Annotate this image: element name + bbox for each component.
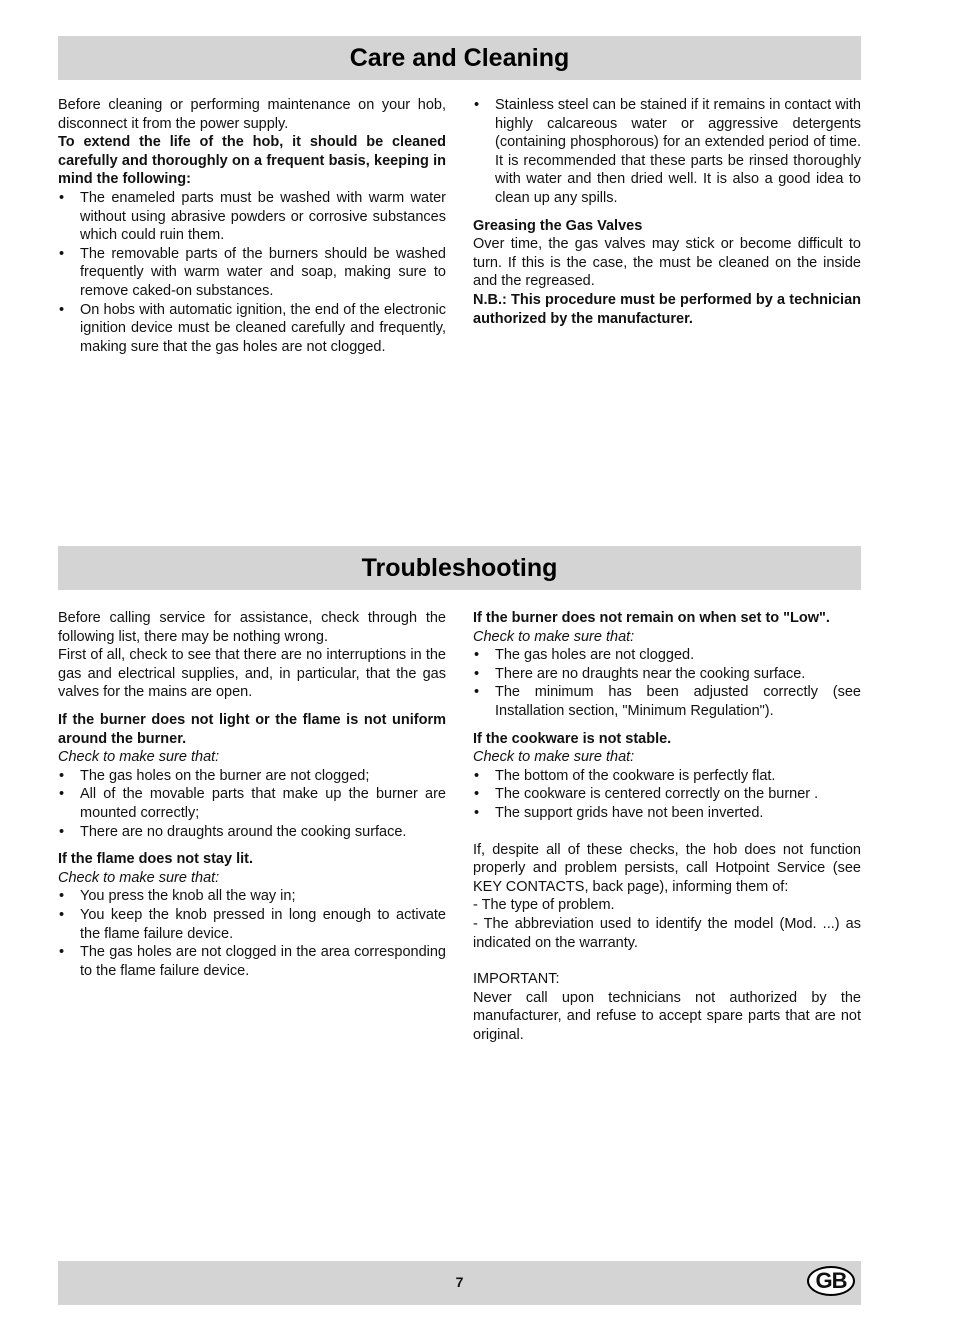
care-cleaning-banner [58, 36, 861, 80]
list-item: • The enameled parts must be washed with warm water without using abrasive powders or corrosive substances which could ruin them. [58, 189, 446, 245]
footer-bar [58, 1261, 861, 1305]
trouble-right-column [473, 609, 861, 1044]
list-item: • Stainless steel can be stained if it remains in contact with highly calcareous water or aggressive detergents (containing phosphorous) for an extended period of time. It is recommended that these parts be rinsed thoroughly with water and then dried well. It is also a good idea to clean up any spills. [473, 96, 861, 208]
list-item: • The gas holes are not clogged in the area corresponding to the flame failure device. [58, 943, 446, 980]
list-item: • On hobs with automatic ignition, the end of the electronic ignition device must be cleaned carefully and frequently, making sure that the gas holes are not clogged. [58, 301, 446, 357]
check-label: Check to make sure that: [58, 869, 220, 886]
check-label: Check to make sure that: [473, 628, 635, 645]
trouble-intro-1: Before calling service for assistance, check through the following list, there may be nothing wrong. [58, 610, 446, 645]
checklist [473, 767, 861, 823]
list-item: • The bottom of the cookware is perfectly flat. [473, 767, 861, 786]
list-item: • The gas holes are not clogged. [473, 646, 861, 665]
care-left-column [58, 96, 446, 356]
list-item: • There are no draughts near the cooking surface. [473, 665, 861, 684]
check-label: Check to make sure that: [58, 749, 220, 766]
list-item: • The minimum has been adjusted correctly (see Installation section, "Minimum Regulation"). [473, 683, 861, 720]
care-bold-intro: To extend the life of the hob, it should be cleaned carefully and thoroughly on a frequent basis, keeping in mind the following: [58, 134, 446, 188]
list-item: • You press the knob all the way in; [58, 887, 446, 906]
list-item: • You keep the knob pressed in long enough to activate the flame failure device. [58, 906, 446, 943]
greasing-text: Over time, the gas valves may stick or become difficult to turn. If this is the case, the must be cleaned on the inside and the regreased. [473, 236, 861, 290]
list-item: • All of the movable parts that make up the burner are mounted correctly; [58, 785, 446, 822]
troubleshooting-banner [58, 546, 861, 590]
trouble-left-column [58, 609, 446, 980]
care-right-column [473, 96, 861, 328]
section-heading-burner-low: If the burner does not remain on when set to "Low". [473, 610, 830, 626]
list-item: • The support grids have not been inverted. [473, 804, 861, 823]
list-item: • The cookware is centered correctly on the burner . [473, 785, 861, 804]
checklist [58, 767, 446, 841]
list-item: • The gas holes on the burner are not clogged; [58, 767, 446, 786]
section-heading-burner-not-light: If the burner does not light or the flame is not uniform around the burner. [58, 711, 446, 747]
service-item-problem: - The type of problem. [473, 897, 615, 914]
section-heading-cookware-unstable: If the cookware is not stable. [473, 730, 672, 747]
list-item: • The removable parts of the burners should be washed frequently with warm water and soap, making sure to remove caked-on substances. [58, 245, 446, 301]
care-bullet-list-continued [473, 96, 861, 208]
section-heading-flame-not-lit: If the flame does not stay lit. [58, 851, 253, 868]
greasing-heading: Greasing the Gas Valves [473, 217, 643, 234]
list-item: • There are no draughts around the cooking surface. [58, 823, 446, 842]
trouble-intro-2: First of all, check to see that there are no interruptions in the gas and electrical supplies, and, in particular, that the gas valves for the mains are open. [58, 647, 446, 701]
care-cleaning-title: Care and Cleaning [349, 43, 570, 72]
page-number: 7 [455, 1274, 464, 1290]
checklist [473, 646, 861, 720]
service-text: If, despite all of these checks, the hob does not function properly and problem persists, call Hotpoint Service (see KEY CONTACTS, back page), informing them of: [473, 841, 861, 895]
troubleshooting-title: Troubleshooting [361, 553, 558, 582]
care-bullet-list [58, 189, 446, 356]
important-text: Never call upon technicians not authorized by the manufacturer, and refuse to accept spare parts that are not original. [473, 989, 861, 1043]
nb-note: N.B.: This procedure must be performed by a technician authorized by the manufacturer. [473, 291, 861, 327]
checklist [58, 887, 446, 980]
important-label: IMPORTANT: [473, 971, 560, 988]
check-label: Check to make sure that: [473, 749, 635, 766]
country-badge: GB [807, 1266, 855, 1296]
service-item-model: - The abbreviation used to identify the model (Mod. ...) as indicated on the warranty. [473, 915, 861, 951]
care-intro: Before cleaning or performing maintenance on your hob, disconnect it from the power supply. [58, 97, 446, 132]
